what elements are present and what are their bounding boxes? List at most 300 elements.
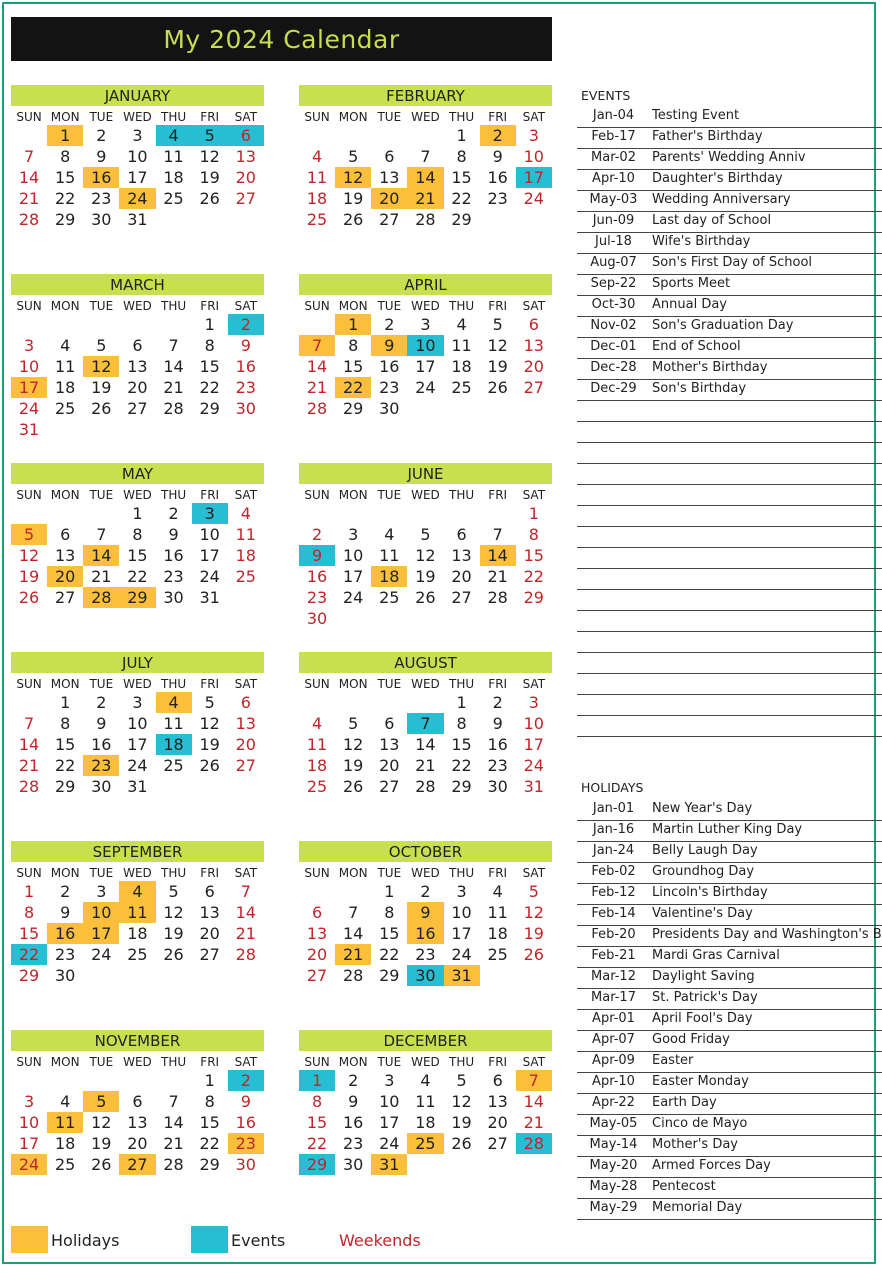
day-cell[interactable]: 7 [168, 336, 179, 355]
day-cell[interactable]: 3 [456, 882, 467, 901]
day-cell[interactable]: 9 [492, 714, 503, 733]
holiday-row[interactable] [577, 863, 882, 884]
day-cell[interactable]: 17 [415, 357, 436, 376]
day-cell[interactable]: 26 [199, 756, 220, 775]
day-cell[interactable]: 6 [204, 882, 215, 901]
event-row[interactable] [577, 107, 882, 128]
event-row[interactable] [577, 380, 882, 401]
day-cell[interactable]: 8 [528, 525, 539, 544]
day-cell[interactable]: 28 [516, 1133, 552, 1154]
day-cell[interactable]: 7 [23, 714, 35, 733]
day-cell[interactable]: 28 [415, 210, 436, 229]
day-cell[interactable]: 27 [119, 1154, 155, 1175]
day-cell[interactable]: 22 [199, 378, 220, 397]
day-cell[interactable]: 24 [523, 756, 544, 775]
day-cell[interactable]: 9 [492, 147, 503, 166]
day-cell[interactable]: 9 [96, 147, 107, 166]
day-cell[interactable]: 22 [55, 756, 76, 775]
day-cell[interactable]: 12 [451, 1092, 472, 1111]
day-cell[interactable]: 28 [306, 399, 328, 418]
day-cell[interactable]: 2 [492, 693, 503, 712]
day-cell[interactable]: 13 [306, 924, 328, 943]
day-cell[interactable]: 29 [379, 966, 400, 985]
day-cell[interactable]: 9 [371, 335, 407, 356]
day-cell[interactable]: 15 [379, 924, 400, 943]
day-cell[interactable]: 31 [127, 777, 148, 796]
day-cell[interactable]: 4 [60, 1092, 71, 1111]
day-cell[interactable]: 27 [55, 588, 76, 607]
day-cell[interactable]: 23 [487, 756, 508, 775]
day-cell[interactable]: 1 [60, 693, 71, 712]
day-cell[interactable]: 20 [235, 168, 256, 187]
day-cell[interactable]: 4 [156, 692, 192, 713]
day-cell[interactable]: 10 [127, 147, 148, 166]
day-cell[interactable]: 27 [306, 966, 328, 985]
day-cell[interactable]: 2 [168, 504, 179, 523]
event-row[interactable] [577, 296, 882, 317]
holiday-row[interactable] [577, 1010, 882, 1031]
day-cell[interactable]: 3 [348, 525, 359, 544]
day-cell[interactable]: 20 [523, 357, 544, 376]
day-cell[interactable]: 19 [199, 735, 220, 754]
day-cell[interactable]: 3 [192, 503, 228, 524]
day-cell[interactable]: 16 [235, 1113, 256, 1132]
day-cell[interactable]: 6 [528, 315, 539, 334]
day-cell[interactable]: 14 [163, 357, 184, 376]
day-cell[interactable]: 1 [528, 504, 539, 523]
day-cell[interactable]: 20 [379, 756, 400, 775]
day-cell[interactable]: 30 [306, 609, 328, 628]
day-cell[interactable]: 27 [523, 378, 544, 397]
day-cell[interactable]: 6 [240, 693, 251, 712]
day-cell[interactable]: 15 [523, 546, 544, 565]
day-cell[interactable]: 20 [47, 566, 83, 587]
day-cell[interactable]: 26 [487, 378, 508, 397]
day-cell[interactable]: 8 [384, 903, 395, 922]
day-cell[interactable]: 3 [420, 315, 431, 334]
day-cell[interactable]: 13 [127, 1113, 148, 1132]
day-cell[interactable]: 4 [119, 881, 155, 902]
day-cell[interactable]: 24 [91, 945, 112, 964]
day-cell[interactable]: 3 [23, 336, 35, 355]
day-cell[interactable]: 23 [343, 1134, 364, 1153]
day-cell[interactable]: 4 [311, 714, 323, 733]
day-cell[interactable]: 29 [199, 1155, 220, 1174]
day-cell[interactable]: 16 [487, 168, 508, 187]
day-cell[interactable]: 28 [18, 777, 40, 796]
day-cell[interactable]: 31 [199, 588, 220, 607]
day-cell[interactable]: 18 [55, 1134, 76, 1153]
day-cell[interactable]: 25 [163, 189, 184, 208]
day-cell[interactable]: 27 [127, 399, 148, 418]
day-cell[interactable]: 15 [343, 357, 364, 376]
day-cell[interactable]: 28 [415, 777, 436, 796]
holiday-row[interactable] [577, 842, 882, 863]
event-row[interactable] [577, 275, 882, 296]
day-cell[interactable]: 2 [311, 525, 323, 544]
day-cell[interactable]: 1 [456, 126, 467, 145]
day-cell[interactable]: 10 [407, 335, 443, 356]
day-cell[interactable]: 3 [132, 126, 143, 145]
event-row[interactable] [577, 317, 882, 338]
day-cell[interactable]: 19 [343, 189, 364, 208]
day-cell[interactable]: 12 [199, 714, 220, 733]
day-cell[interactable]: 23 [83, 755, 119, 776]
event-row[interactable] [577, 212, 882, 233]
day-cell[interactable]: 14 [163, 1113, 184, 1132]
event-row[interactable] [577, 359, 882, 380]
day-cell[interactable]: 14 [415, 735, 436, 754]
holiday-row[interactable] [577, 1178, 882, 1199]
day-cell[interactable]: 10 [379, 1092, 400, 1111]
day-cell[interactable]: 4 [311, 147, 323, 166]
day-cell[interactable]: 24 [379, 1134, 400, 1153]
holiday-row[interactable] [577, 926, 882, 947]
day-cell[interactable]: 23 [228, 1133, 264, 1154]
day-cell[interactable]: 7 [407, 713, 443, 734]
day-cell[interactable]: 29 [55, 210, 76, 229]
day-cell[interactable]: 11 [306, 735, 328, 754]
day-cell[interactable]: 24 [523, 189, 544, 208]
day-cell[interactable]: 5 [528, 882, 539, 901]
day-cell[interactable]: 25 [55, 399, 76, 418]
day-cell[interactable]: 8 [60, 147, 71, 166]
day-cell[interactable]: 26 [91, 1155, 112, 1174]
day-cell[interactable]: 1 [132, 504, 143, 523]
day-cell[interactable]: 29 [299, 1154, 335, 1175]
day-cell[interactable]: 14 [343, 924, 364, 943]
day-cell[interactable]: 4 [156, 125, 192, 146]
day-cell[interactable]: 31 [127, 210, 148, 229]
day-cell[interactable]: 28 [343, 966, 364, 985]
day-cell[interactable]: 17 [18, 1134, 40, 1153]
day-cell[interactable]: 21 [523, 1113, 544, 1132]
day-cell[interactable]: 30 [487, 777, 508, 796]
holiday-row[interactable] [577, 1073, 882, 1094]
day-cell[interactable]: 6 [384, 714, 395, 733]
day-cell[interactable]: 5 [204, 693, 215, 712]
day-cell[interactable]: 11 [487, 903, 508, 922]
day-cell[interactable]: 16 [91, 735, 112, 754]
day-cell[interactable]: 19 [487, 357, 508, 376]
day-cell[interactable]: 19 [91, 378, 112, 397]
day-cell[interactable]: 21 [306, 378, 328, 397]
day-cell[interactable]: 26 [91, 399, 112, 418]
day-cell[interactable]: 21 [335, 944, 371, 965]
day-cell[interactable]: 9 [96, 714, 107, 733]
day-cell[interactable]: 18 [306, 189, 328, 208]
day-cell[interactable]: 14 [407, 167, 443, 188]
day-cell[interactable]: 22 [55, 189, 76, 208]
day-cell[interactable]: 19 [343, 756, 364, 775]
day-cell[interactable]: 17 [379, 1113, 400, 1132]
day-cell[interactable]: 30 [379, 399, 400, 418]
day-cell[interactable]: 30 [235, 399, 256, 418]
day-cell[interactable]: 13 [379, 735, 400, 754]
day-cell[interactable]: 23 [415, 945, 436, 964]
day-cell[interactable]: 23 [91, 189, 112, 208]
day-cell[interactable]: 28 [83, 587, 119, 608]
day-cell[interactable]: 30 [407, 965, 443, 986]
day-cell[interactable]: 29 [119, 587, 155, 608]
holiday-row[interactable] [577, 1157, 882, 1178]
day-cell[interactable]: 18 [451, 357, 472, 376]
day-cell[interactable]: 13 [127, 357, 148, 376]
day-cell[interactable]: 15 [451, 735, 472, 754]
day-cell[interactable]: 4 [384, 525, 395, 544]
day-cell[interactable]: 19 [163, 924, 184, 943]
day-cell[interactable]: 8 [456, 714, 467, 733]
day-cell[interactable]: 22 [523, 567, 544, 586]
day-cell[interactable]: 7 [348, 903, 359, 922]
day-cell[interactable]: 28 [235, 945, 256, 964]
day-cell[interactable]: 17 [11, 377, 47, 398]
holiday-row[interactable] [577, 989, 882, 1010]
day-cell[interactable]: 16 [235, 357, 256, 376]
day-cell[interactable]: 11 [451, 336, 472, 355]
day-cell[interactable]: 25 [235, 567, 256, 586]
day-cell[interactable]: 5 [348, 714, 359, 733]
day-cell[interactable]: 12 [163, 903, 184, 922]
day-cell[interactable]: 28 [487, 588, 508, 607]
day-cell[interactable]: 1 [204, 315, 215, 334]
day-cell[interactable]: 26 [343, 777, 364, 796]
day-cell[interactable]: 19 [91, 1134, 112, 1153]
day-cell[interactable]: 1 [204, 1071, 215, 1090]
day-cell[interactable]: 18 [163, 168, 184, 187]
holiday-row[interactable] [577, 947, 882, 968]
holiday-row[interactable] [577, 1052, 882, 1073]
day-cell[interactable]: 30 [163, 588, 184, 607]
day-cell[interactable]: 9 [407, 902, 443, 923]
day-cell[interactable]: 21 [415, 756, 436, 775]
day-cell[interactable]: 18 [55, 378, 76, 397]
day-cell[interactable]: 27 [235, 756, 256, 775]
day-cell[interactable]: 3 [384, 1071, 395, 1090]
day-cell[interactable]: 29 [451, 210, 472, 229]
day-cell[interactable]: 15 [451, 168, 472, 187]
day-cell[interactable]: 27 [379, 210, 400, 229]
day-cell[interactable]: 14 [18, 168, 40, 187]
day-cell[interactable]: 8 [348, 336, 359, 355]
day-cell[interactable]: 19 [199, 168, 220, 187]
day-cell[interactable]: 15 [199, 357, 220, 376]
day-cell[interactable]: 23 [306, 588, 328, 607]
day-cell[interactable]: 18 [306, 756, 328, 775]
day-cell[interactable]: 1 [384, 882, 395, 901]
day-cell[interactable]: 13 [523, 336, 544, 355]
day-cell[interactable]: 8 [204, 336, 215, 355]
day-cell[interactable]: 5 [96, 336, 107, 355]
day-cell[interactable]: 29 [523, 588, 544, 607]
day-cell[interactable]: 18 [156, 734, 192, 755]
day-cell[interactable]: 30 [55, 966, 76, 985]
day-cell[interactable]: 23 [487, 189, 508, 208]
day-cell[interactable]: 18 [415, 1113, 436, 1132]
day-cell[interactable]: 11 [55, 357, 76, 376]
holiday-row[interactable] [577, 821, 882, 842]
day-cell[interactable]: 27 [379, 777, 400, 796]
day-cell[interactable]: 7 [420, 147, 431, 166]
day-cell[interactable]: 15 [18, 924, 40, 943]
day-cell[interactable]: 9 [168, 525, 179, 544]
day-cell[interactable]: 7 [168, 1092, 179, 1111]
day-cell[interactable]: 17 [451, 924, 472, 943]
day-cell[interactable]: 14 [480, 545, 516, 566]
day-cell[interactable]: 7 [23, 147, 35, 166]
day-cell[interactable]: 11 [235, 525, 256, 544]
day-cell[interactable]: 10 [343, 546, 364, 565]
day-cell[interactable]: 2 [60, 882, 71, 901]
day-cell[interactable]: 10 [127, 714, 148, 733]
day-cell[interactable]: 26 [523, 945, 544, 964]
day-cell[interactable]: 20 [451, 567, 472, 586]
day-cell[interactable]: 26 [451, 1134, 472, 1153]
day-cell[interactable]: 6 [311, 903, 323, 922]
day-cell[interactable]: 24 [199, 567, 220, 586]
day-cell[interactable]: 3 [96, 882, 107, 901]
day-cell[interactable]: 19 [523, 924, 544, 943]
day-cell[interactable]: 7 [516, 1070, 552, 1091]
day-cell[interactable]: 5 [348, 147, 359, 166]
day-cell[interactable]: 23 [379, 378, 400, 397]
day-cell[interactable]: 12 [487, 336, 508, 355]
day-cell[interactable]: 9 [240, 336, 251, 355]
day-cell[interactable]: 12 [335, 167, 371, 188]
day-cell[interactable]: 22 [11, 944, 47, 965]
day-cell[interactable]: 7 [240, 882, 251, 901]
day-cell[interactable]: 21 [18, 756, 40, 775]
day-cell[interactable]: 25 [407, 1133, 443, 1154]
day-cell[interactable]: 20 [235, 735, 256, 754]
event-row[interactable] [577, 191, 882, 212]
day-cell[interactable]: 6 [60, 525, 71, 544]
event-row[interactable] [577, 128, 882, 149]
day-cell[interactable]: 14 [83, 545, 119, 566]
day-cell[interactable]: 12 [91, 1113, 112, 1132]
day-cell[interactable]: 21 [18, 189, 40, 208]
day-cell[interactable]: 25 [306, 210, 328, 229]
day-cell[interactable]: 13 [451, 546, 472, 565]
day-cell[interactable]: 9 [299, 545, 335, 566]
day-cell[interactable]: 2 [228, 1070, 264, 1091]
day-cell[interactable]: 1 [23, 882, 35, 901]
day-cell[interactable]: 22 [335, 377, 371, 398]
day-cell[interactable]: 27 [451, 588, 472, 607]
day-cell[interactable]: 25 [487, 945, 508, 964]
day-cell[interactable]: 11 [47, 1112, 83, 1133]
day-cell[interactable]: 13 [235, 714, 256, 733]
day-cell[interactable]: 22 [199, 1134, 220, 1153]
day-cell[interactable]: 4 [420, 1071, 431, 1090]
day-cell[interactable]: 5 [192, 125, 228, 146]
day-cell[interactable]: 23 [55, 945, 76, 964]
day-cell[interactable]: 15 [199, 1113, 220, 1132]
day-cell[interactable]: 22 [451, 189, 472, 208]
day-cell[interactable]: 20 [199, 924, 220, 943]
day-cell[interactable]: 31 [371, 1154, 407, 1175]
day-cell[interactable]: 15 [306, 1113, 328, 1132]
day-cell[interactable]: 13 [55, 546, 76, 565]
day-cell[interactable]: 17 [343, 567, 364, 586]
day-cell[interactable]: 18 [371, 566, 407, 587]
day-cell[interactable]: 11 [415, 1092, 436, 1111]
day-cell[interactable]: 21 [235, 924, 256, 943]
holiday-row[interactable] [577, 800, 882, 821]
day-cell[interactable]: 19 [451, 1113, 472, 1132]
day-cell[interactable]: 20 [306, 945, 328, 964]
day-cell[interactable]: 8 [456, 147, 467, 166]
event-row[interactable] [577, 338, 882, 359]
day-cell[interactable]: 11 [163, 714, 184, 733]
day-cell[interactable]: 26 [18, 588, 40, 607]
holiday-row[interactable] [577, 1115, 882, 1136]
day-cell[interactable]: 16 [343, 1113, 364, 1132]
day-cell[interactable]: 21 [407, 188, 443, 209]
event-row[interactable] [577, 149, 882, 170]
day-cell[interactable]: 8 [132, 525, 143, 544]
day-cell[interactable]: 12 [415, 546, 436, 565]
day-cell[interactable]: 29 [55, 777, 76, 796]
day-cell[interactable]: 10 [523, 147, 544, 166]
holiday-row[interactable] [577, 905, 882, 926]
day-cell[interactable]: 2 [348, 1071, 359, 1090]
day-cell[interactable]: 2 [228, 314, 264, 335]
day-cell[interactable]: 12 [199, 147, 220, 166]
day-cell[interactable]: 13 [199, 903, 220, 922]
day-cell[interactable]: 21 [163, 378, 184, 397]
day-cell[interactable]: 5 [83, 1091, 119, 1112]
day-cell[interactable]: 4 [60, 336, 71, 355]
day-cell[interactable]: 27 [487, 1134, 508, 1153]
day-cell[interactable]: 31 [444, 965, 480, 986]
holiday-row[interactable] [577, 968, 882, 989]
day-cell[interactable]: 30 [91, 210, 112, 229]
event-row[interactable] [577, 170, 882, 191]
day-cell[interactable]: 17 [523, 735, 544, 754]
day-cell[interactable]: 16 [379, 357, 400, 376]
day-cell[interactable]: 5 [420, 525, 431, 544]
day-cell[interactable]: 20 [371, 188, 407, 209]
day-cell[interactable]: 5 [11, 524, 47, 545]
day-cell[interactable]: 17 [83, 923, 119, 944]
day-cell[interactable]: 7 [96, 525, 107, 544]
day-cell[interactable]: 20 [487, 1113, 508, 1132]
day-cell[interactable]: 6 [228, 125, 264, 146]
day-cell[interactable]: 23 [163, 567, 184, 586]
day-cell[interactable]: 26 [343, 210, 364, 229]
day-cell[interactable]: 6 [132, 1092, 143, 1111]
day-cell[interactable]: 21 [163, 1134, 184, 1153]
day-cell[interactable]: 6 [456, 525, 467, 544]
day-cell[interactable]: 22 [451, 756, 472, 775]
day-cell[interactable]: 18 [487, 924, 508, 943]
day-cell[interactable]: 9 [348, 1092, 359, 1111]
day-cell[interactable]: 25 [379, 588, 400, 607]
day-cell[interactable]: 8 [204, 1092, 215, 1111]
day-cell[interactable]: 10 [83, 902, 119, 923]
holiday-row[interactable] [577, 1136, 882, 1157]
day-cell[interactable]: 19 [18, 567, 40, 586]
day-cell[interactable]: 6 [384, 147, 395, 166]
day-cell[interactable]: 16 [306, 567, 328, 586]
day-cell[interactable]: 1 [47, 125, 83, 146]
day-cell[interactable]: 30 [343, 1155, 364, 1174]
day-cell[interactable]: 2 [96, 693, 107, 712]
day-cell[interactable]: 11 [379, 546, 400, 565]
day-cell[interactable]: 25 [163, 756, 184, 775]
day-cell[interactable]: 10 [18, 357, 40, 376]
